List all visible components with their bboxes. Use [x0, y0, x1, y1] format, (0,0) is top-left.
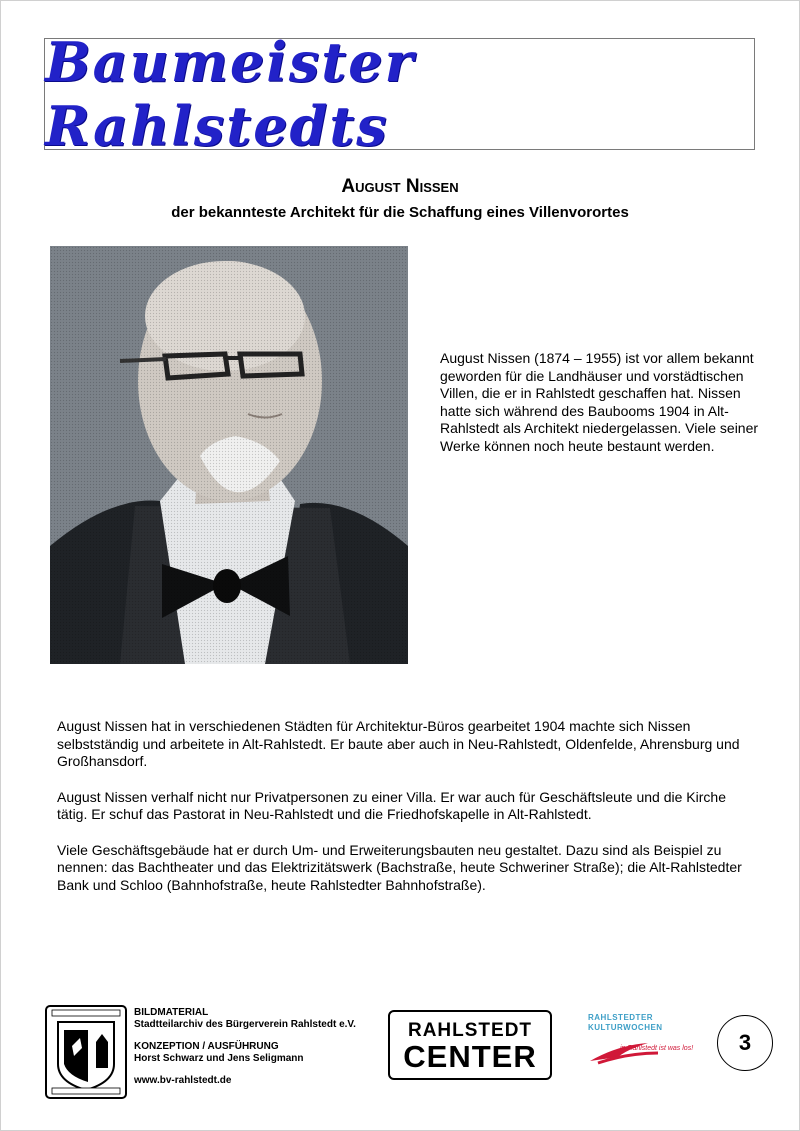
buergerverein-crest-logo [44, 1004, 128, 1100]
intro-text: August Nissen (1874 – 1955) ist vor allem bekannt geworden für die Landhäuser und vorstädtischen Villen, die er in Rahlstedt geschaffen hat. Nissen hatte sich während des Baubooms 1904 in Alt-Rahlstedt als Architekt niedergelassen. Viele seiner Werke können noch heute bestaunt werden. [440, 350, 759, 454]
paragraph: August Nissen hat in verschiedenen Städten für Architektur-Büros gearbeitet 1904 machte sich Nissen selbstständig und arbeitete in Alt-Rahlstedt. Er baute aber auch in Neu-Rahlstedt, Oldenfelde, Ahrensburg und Großhansdorf. [57, 718, 740, 769]
paragraph: Viele Geschäftsgebäude hat er durch Um- und Erweiterungsbauten neu gestaltet. Dazu sind als Beispiel zu nennen: das Bachtheater und das Elektrizitätswerk (Bachstraße, heute Schweriner Straße); die Alt-Rahlstedter Bank und Schloo (Bahnhofstraße, heute Rahlstedter Bahnhofstraße). [57, 841, 742, 893]
banner-title: Baumeister Rahlstedts [45, 30, 416, 158]
bildmaterial-source: Stadtteilarchiv des Bürgerverein Rahlstedt e.V. [134, 1019, 356, 1030]
konzeption-label: KONZEPTION / AUSFÜHRUNG [134, 1041, 279, 1052]
center-logo-line1: RAHLSTEDT [407, 1020, 533, 1041]
center-logo-line2: CENTER [403, 1039, 537, 1074]
kultur-line2: KULTURWOCHEN [588, 1023, 663, 1032]
kultur-slogan: in Rahlstedt ist was los! [620, 1045, 694, 1052]
paragraph: August Nissen verhalf nicht nur Privatpersonen zu einer Villa. Er war auch für Geschäftsleute und die Kirche tätig. Er schuf das Pastorat in Neu-Rahlstedt und die Friedhofskapelle in Alt-Rahlstedt. [57, 788, 726, 822]
website-link[interactable]: www.bv-rahlstedt.de [134, 1075, 232, 1086]
rahlstedt-center-logo [388, 1010, 552, 1080]
title-banner [44, 30, 755, 158]
architect-name: August Nissen [341, 176, 459, 197]
konzeption-names: Horst Schwarz und Jens Seligmann [134, 1053, 304, 1064]
kultur-line1: RAHLSTEDTER [588, 1013, 654, 1022]
credits-block [134, 1007, 374, 1087]
bildmaterial-label: BILDMATERIAL [134, 1007, 209, 1018]
kulturwochen-logo [588, 1013, 700, 1073]
crest-icon [44, 1004, 128, 1100]
portrait-illustration [50, 246, 408, 664]
page-number: 3 [717, 1015, 773, 1071]
architect-subtitle: der bekannteste Architekt für die Schaffung eines Villenvorortes [171, 204, 629, 221]
body-text [57, 718, 757, 912]
portrait-photo [50, 246, 408, 664]
